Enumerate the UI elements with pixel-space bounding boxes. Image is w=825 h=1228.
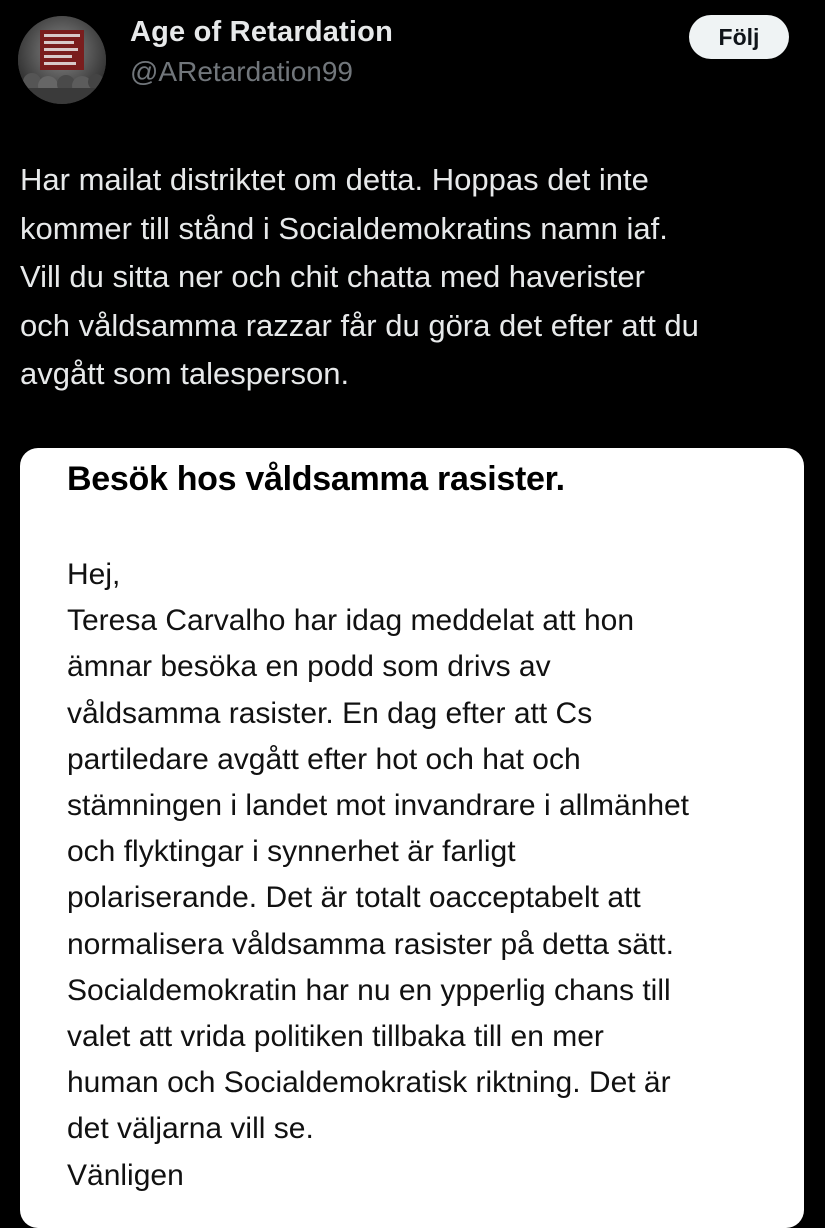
profile-photo-icon bbox=[18, 16, 106, 104]
email-subject: Besök hos våldsamma rasister. bbox=[67, 460, 565, 498]
email-body: Hej, Teresa Carvalho har idag meddelat att hon ämnar besöka en podd som drivs av våldsamma rasister. En dag efter att Cs partiledare avgått efter hot och hat och stämningen i landet mot invandrare i allmänhet och flyktingar i synnerhet är farligt polariserande. Det är totalt oacceptabelt att normalisera våldsamma rasister på detta sätt. Socialdemokratin har nu en ypperlig chans till valet att vrida politiken tillbaka till en mer human och Socialdemokratisk riktning. Det är det väljarna vill se. Vänligen bbox=[67, 558, 690, 1192]
follow-button[interactable]: Följ bbox=[689, 15, 789, 59]
author-handle[interactable]: @ARetardation99 bbox=[130, 56, 354, 87]
author-name[interactable]: Age of Retardation bbox=[130, 16, 393, 48]
avatar[interactable] bbox=[18, 16, 106, 104]
tweet-header bbox=[0, 0, 825, 120]
tweet-text: Har mailat distriktet om detta. Hoppas det inte kommer till stånd i Socialdemokratins namn iaf. Vill du sitta ner och chit chatta med haverister och våldsamma razzar får du göra det efter att du avgått som talesperson. bbox=[20, 162, 699, 391]
embedded-email-image[interactable] bbox=[20, 448, 804, 1228]
